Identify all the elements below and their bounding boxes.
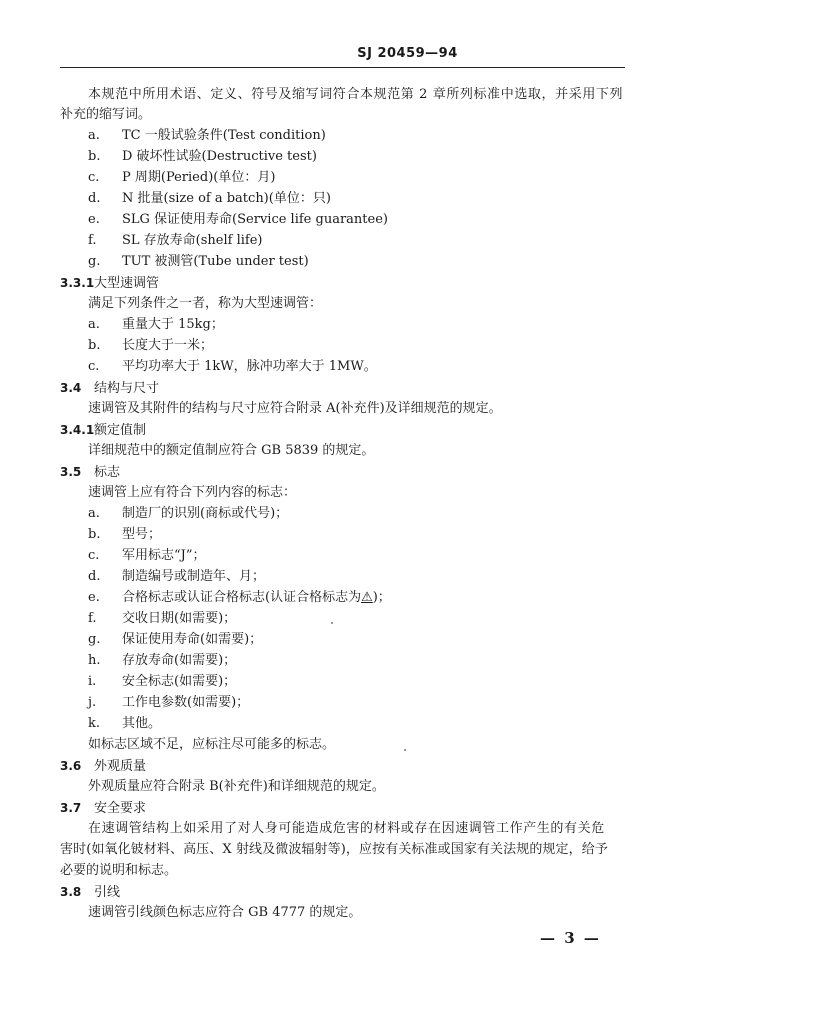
section-3-7-line-1: 在速调管结构上如采用了对人身可能造成危害的材料或存在因速调管工作产生的有关危 [88,821,605,836]
header-rule [60,67,625,68]
section-3-6-text: 外观质量应符合附录 B(补充件)和详细规范的规定。 [88,779,385,794]
abbrev-item: g. TUT 被测管(Tube under test) [88,254,309,269]
section-3-4-text: 速调管及其附件的结构与尺寸应符合附录 A(补充件)及详细规范的规定。 [88,401,502,416]
abbrev-item: d. N 批量(size of a batch)(单位：只) [88,191,331,206]
document-code-header: SJ 20459—94 [357,46,458,61]
intro-line-2: 补充的缩写词。 [60,107,152,122]
abbrev-item: e. SLG 保证使用寿命(Service life guarantee) [88,212,388,227]
abbrev-item: f. SL 存放寿命(shelf life) [88,233,263,248]
list-item: b. 长度大于一米； [88,338,214,353]
list-item: f. 交收日期(如需要)； [88,611,237,626]
section-3-8-text: 速调管引线颜色标志应符合 GB 4777 的规定。 [88,905,362,920]
list-item: a. 重量大于 15kg； [88,317,224,332]
section-heading-3-3-1: 3.3.1大型速调管 [60,276,160,291]
section-3-5-closing: 如标志区域不足，应标注尽可能多的标志。 [88,737,336,752]
section-3-3-1-intro: 满足下列条件之一者，称为大型速调管： [88,296,323,311]
abbrev-item: a. TC 一般试验条件(Test condition) [88,128,326,143]
list-item: k. 其他。 [88,716,162,731]
abbrev-item: b. D 破坏性试验(Destructive test) [88,149,317,164]
certification-mark-icon: ⚠ [361,590,373,605]
section-3-7-line-2: 害时(如氧化铍材料、高压、X 射线及微波辐射等)，应按有关标准或国家有关法规的规定，给予 [60,842,608,857]
section-heading-3-4: 3.4 结构与尺寸 [60,381,160,396]
list-item: g. 保证使用寿命(如需要)； [88,632,263,647]
page-number: — 3 — [540,929,601,947]
section-3-4-1-text: 详细规范中的额定值制应符合 GB 5839 的规定。 [88,443,375,458]
section-heading-3-7: 3.7 安全要求 [60,801,147,816]
list-item: e. 合格标志或认证合格标志(认证合格标志为⚠)； [88,590,391,605]
section-heading-3-6: 3.6 外观质量 [60,759,147,774]
scan-speck [331,622,333,624]
section-3-5-intro: 速调管上应有符合下列内容的标志： [88,485,297,500]
list-item: c. 平均功率大于 1kW，脉冲功率大于 1MW。 [88,359,377,374]
section-heading-3-8: 3.8 引线 [60,885,121,900]
list-item: c. 军用标志“J”； [88,548,206,563]
section-3-7-line-3: 必要的说明和标志。 [60,863,178,878]
section-heading-3-5: 3.5 标志 [60,465,121,480]
list-item: i. 安全标志(如需要)； [88,674,237,689]
abbrev-item: c. P 周期(Peried)(单位：月) [88,170,276,185]
intro-line-1: 本规范中所用术语、定义、符号及缩写词符合本规范第 2 章所列标准中选取，并采用下列 [88,87,624,102]
list-item: j. 工作电参数(如需要)； [88,695,250,710]
scan-speck [404,749,406,751]
section-heading-3-4-1: 3.4.1额定值制 [60,423,147,438]
list-item: d. 制造编号或制造年、月； [88,569,266,584]
list-item: b. 型号； [88,527,162,542]
list-item: h. 存放寿命(如需要)； [88,653,237,668]
list-item: a. 制造厂的识别(商标或代号)； [88,506,289,521]
